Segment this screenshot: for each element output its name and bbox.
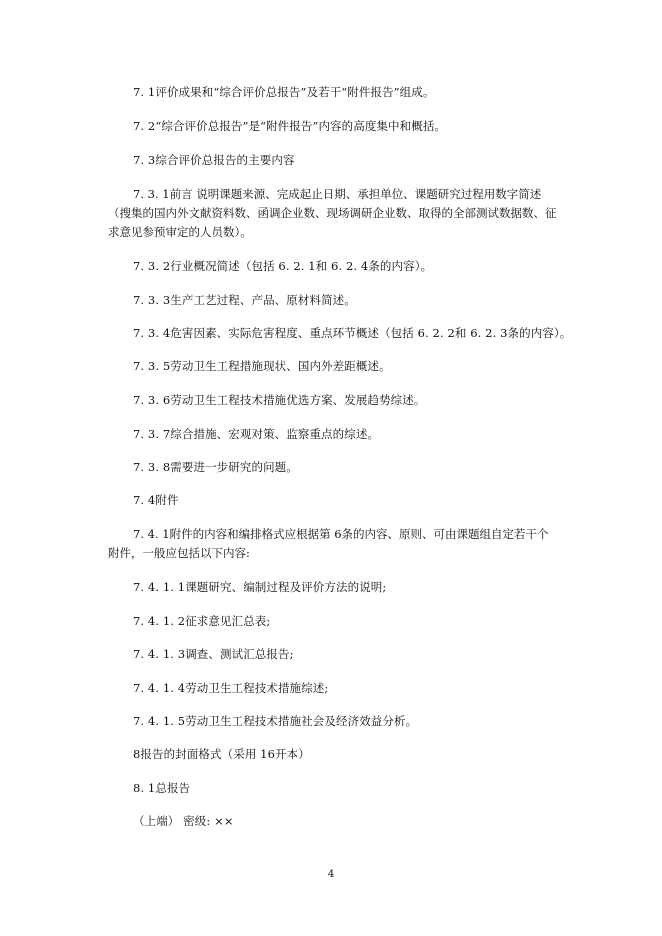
paragraph-7-3-2: 7. 3. 2行业概况简述（包括 6. 2. 1和 6. 2. 4条的内容）。 <box>133 259 433 273</box>
paragraph-7-4-1-2: 7. 4. 1. 2征求意见汇总表; <box>133 614 271 628</box>
paragraph-7-3-1: 7. 3. 1前言 说明课题来源、完成起止日期、承担单位、课题研究过程用数字简述（搜集的国内外文献资料数、函调企业数、现场调研企业数、取得的全部测试数据数、征求意见参预审定的人员数）。 <box>108 187 557 239</box>
paragraph-7-3-4: 7. 3. 4危害因素、实际危害程度、重点环节概述（包括 6. 2. 2和 6. 2. 3条的内容）。 <box>133 326 572 340</box>
paragraph-7-4: 7. 4附件 <box>133 493 179 507</box>
paragraph-7-4-1-4: 7. 4. 1. 4劳动卫生工程技术措施综述; <box>133 681 329 695</box>
paragraph-7-3-3: 7. 3. 3生产工艺过程、产品、原材料简述。 <box>133 293 356 307</box>
paragraph-7-4-1-1: 7. 4. 1. 1课题研究、编制过程及评价方法的说明; <box>133 580 387 594</box>
section-8-1-heading: 8. 1总报告 <box>133 781 191 795</box>
page-number: 4 <box>327 869 335 880</box>
paragraph-7-1: 7. 1评价成果和“综合评价总报告”及若干“附件报告”组成。 <box>133 85 435 99</box>
paragraph-7-3-6: 7. 3. 6劳动卫生工程技术措施优选方案、发展趋势综述。 <box>133 393 426 407</box>
paragraph-7-3: 7. 3综合评价总报告的主要内容 <box>133 153 295 167</box>
paragraph-7-2: 7. 2“综合评价总报告”是“附件报告”内容的高度集中和概括。 <box>133 119 447 133</box>
paragraph-7-3-5: 7. 3. 5劳动卫生工程措施现状、国内外差距概述。 <box>133 359 391 373</box>
cover-format-top-line: （上端） 密级: ×× <box>133 814 234 828</box>
paragraph-7-4-1: 7. 4. 1附件的内容和编排格式应根据第 6条的内容、原则、可由课题组自定若干个附件，一般应包括以下内容: <box>108 527 549 560</box>
section-8-heading: 8报告的封面格式（采用 16开本） <box>133 747 310 761</box>
paragraph-7-3-8: 7. 3. 8需要进一步研究的问题。 <box>133 460 298 474</box>
paragraph-7-4-1-5: 7. 4. 1. 5劳动卫生工程技术措施社会及经济效益分析。 <box>133 714 418 728</box>
paragraph-7-3-7: 7. 3. 7综合措施、宏观对策、监察重点的综述。 <box>133 427 380 441</box>
paragraph-7-4-1-3: 7. 4. 1. 3调查、测试汇总报告; <box>133 647 294 661</box>
